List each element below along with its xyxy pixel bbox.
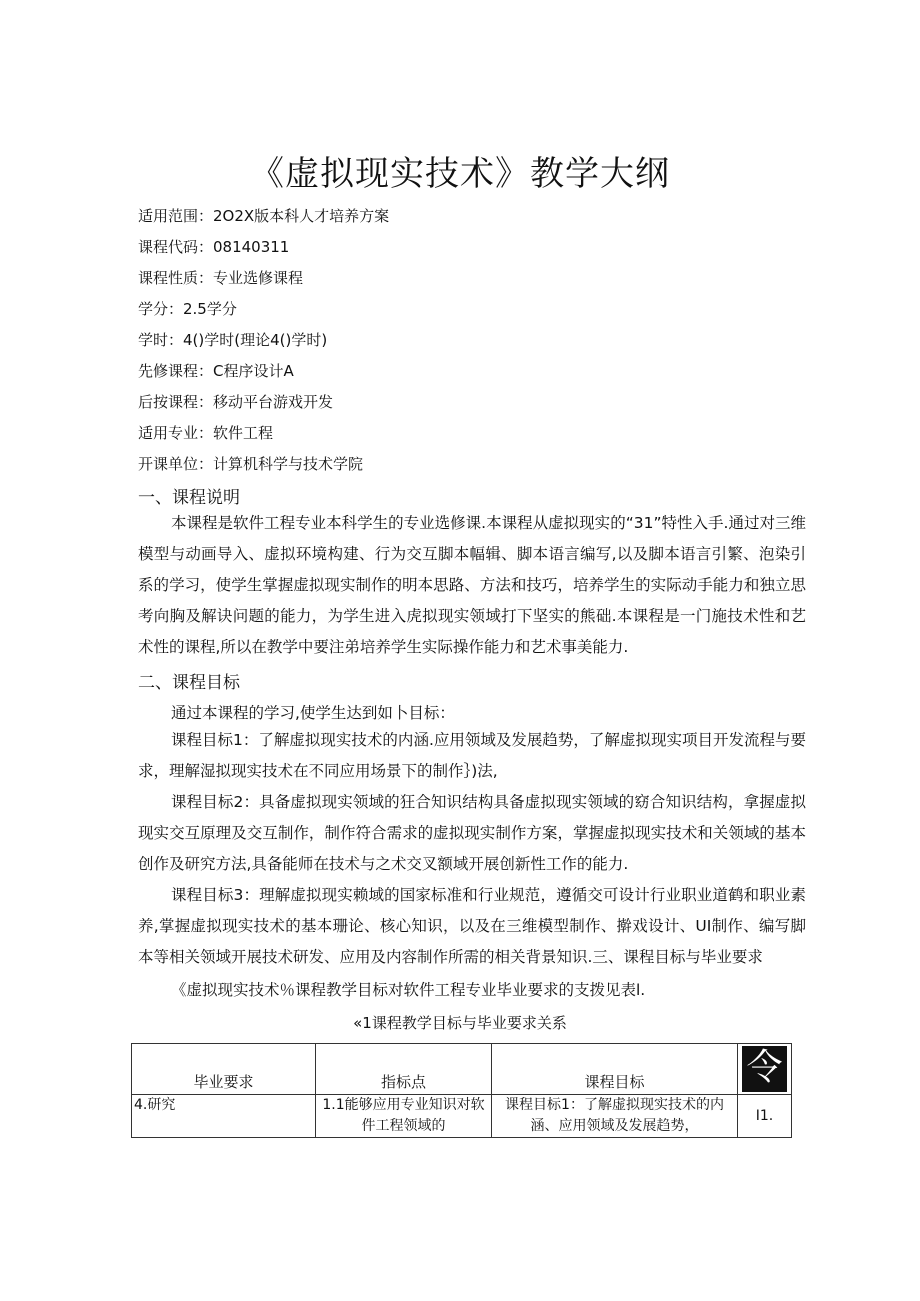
objective-1-paragraph: 课程目标1：了解虚拟现实技术的内涵.应用领域及发展趋势，了解虚拟现实项目开发流程与要求，理解湿拟现实技术在不同应用场景下的制作｝)法,	[138, 731, 806, 780]
section-heading-objectives: 二、课程目标	[138, 673, 240, 693]
header-indicator: 指标点	[316, 1044, 492, 1095]
info-course-code: 课程代码：08140311	[138, 238, 290, 256]
objectives-intro: 通过本课程的学习,使学生达到如卜目标：	[171, 704, 455, 722]
course-description-paragraph: 本课程是软件工程专业本科学生的专业选修课.本课程从虚拟现实的“31”特性入手.通过对三维模型与动画导入、虚拟环境构建、行为交互脚本幅辑、脚本语言编写,以及脚本语言引繁、泡染引系的学习，使学生掌握虚拟现实制作的明本思路、方法和技巧，培养学生的实际动手能力和独立思考向胸及解诀问题的能力，为学生进入虎拟现实领域打下坚实的熊础.本课程是一门施技术性和艺术性的课程,所以在教学中要注弟培养学生实际操作能力和艺术事美能力.	[138, 514, 806, 656]
info-major: 适用专业：软件工程	[138, 424, 274, 442]
cell-mark: I1.	[738, 1095, 792, 1138]
info-followup: 后按课程：移动平台游戏开发	[138, 393, 334, 411]
header-corner-cell	[738, 1044, 792, 1095]
table-row	[132, 1095, 792, 1138]
info-course-nature: 课程性质：专业选修课程	[138, 269, 304, 287]
requirements-table	[131, 1043, 792, 1138]
info-scope: 适用范围：2O2X版本科人才培养方案	[138, 207, 390, 225]
cell-objective: 课程目标1：了解虚拟现实技术的内涵、应用领域及发展趋势，	[492, 1095, 738, 1138]
info-prerequisite: 先修课程：C程序设计A	[138, 362, 294, 380]
cell-indicator: 1.1能够应用专业知识对软件工程领域的	[316, 1095, 492, 1138]
cell-requirement: 4.研究	[132, 1095, 316, 1138]
info-department: 开课单位：计算机科学与技术学院	[138, 455, 364, 473]
objective-3-paragraph: 课程目标3：理解虚拟现实赖域的国家标准和行业规范，遵循交可设计行业职业道鹤和职业素养,掌握虚拟现实技术的基本珊论、核心知识，以及在三维模型制作、擀戏设计、UI制作、编写脚本等相关领域开展技术研发、应用及内容制作所需的相关背景知识.三、课程目标与毕业要求	[138, 886, 806, 966]
document-title: 《虚拟现实技术》教学大纲	[250, 154, 670, 194]
table-header-row	[132, 1044, 792, 1095]
info-credits: 学分：2.5学分	[138, 300, 237, 318]
objective-2-paragraph: 课程目标2：具备虚拟现实领域的狂合知识结构具备虚拟现实领域的窈合知识结构，拿握虚拟现实交互原理及交互制作，制作符合需求的虚拟现实制作方案，掌握虚拟现实技术和关领域的基本创作及研究方法,具备能师在技术与之术交叉额域开展创新性工作的能力.	[138, 793, 806, 873]
header-graduation-requirement: 毕业要求	[132, 1044, 316, 1095]
info-hours: 学时：4()学时(理论4()学时)	[138, 331, 328, 349]
support-statement: 《虚拟现实技术％课程教学目标对软件工程专业毕业要求的支拨见表l.	[171, 981, 646, 999]
corner-glyph: 令	[742, 1046, 787, 1092]
table-caption: «1课程教学目标与毕业要求关系	[353, 1014, 567, 1032]
header-course-objective: 课程目标	[492, 1044, 738, 1095]
section-heading-description: 一、课程说明	[138, 488, 240, 508]
